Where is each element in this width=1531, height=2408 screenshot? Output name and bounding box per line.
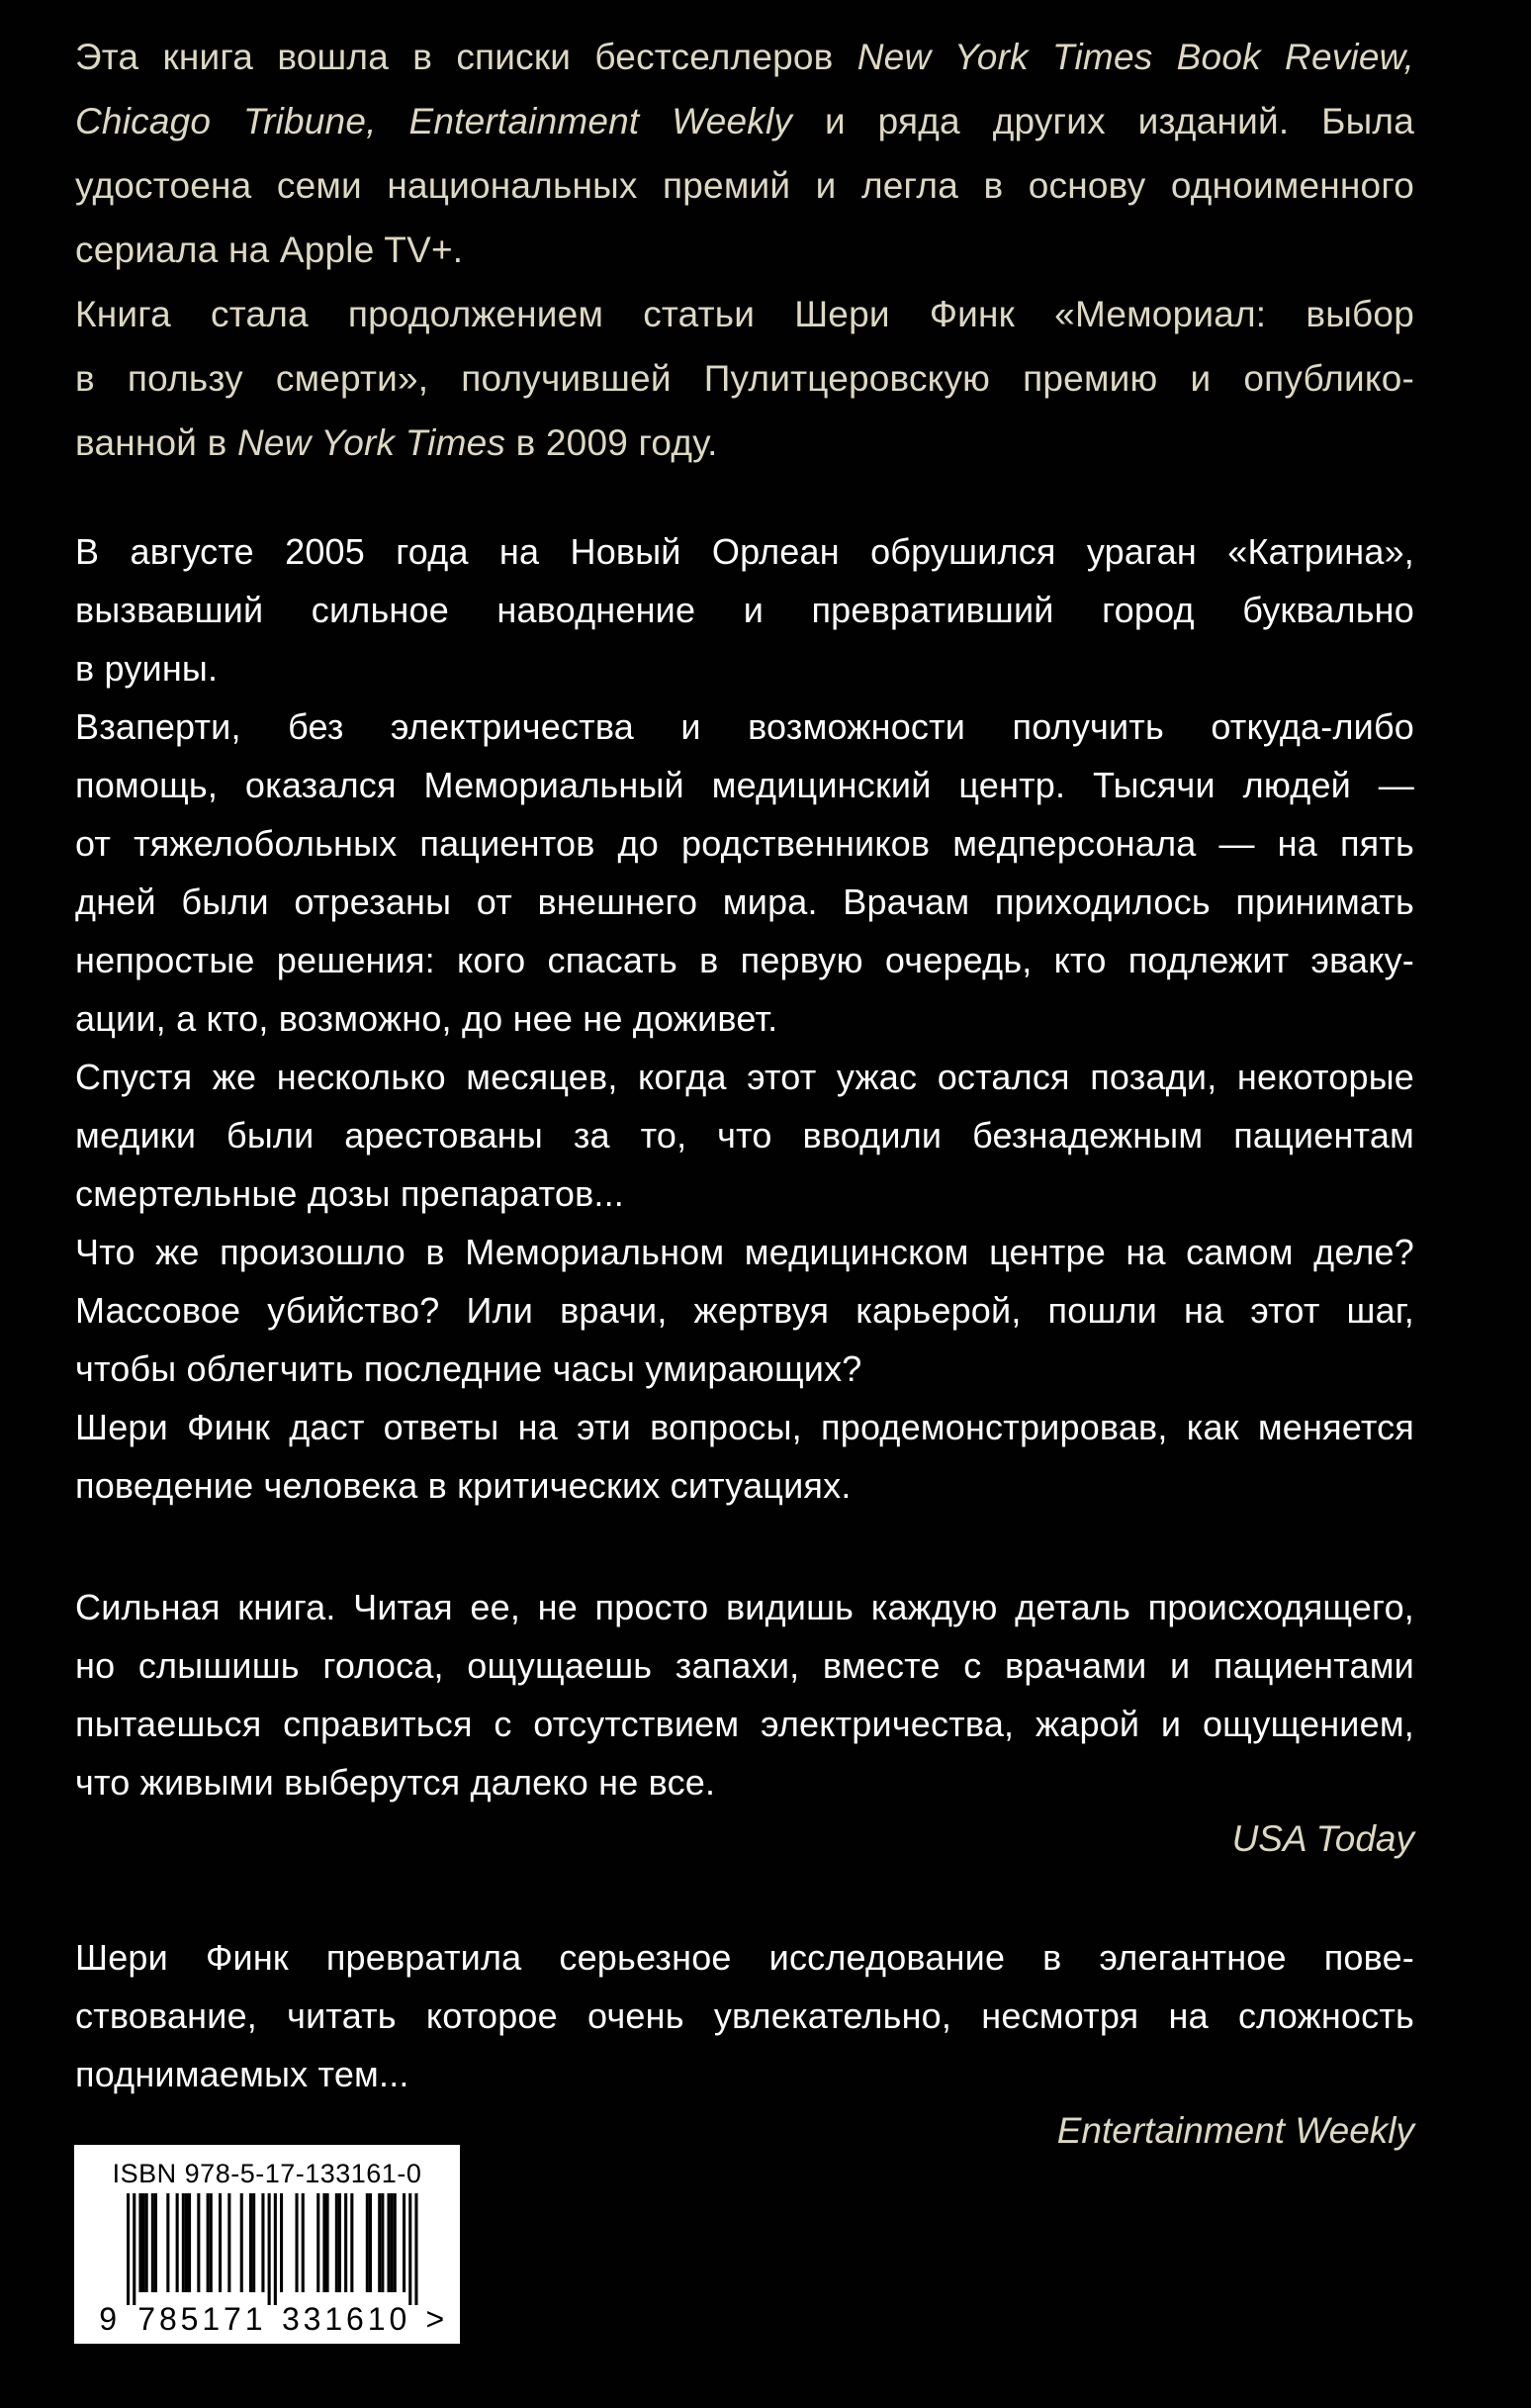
text-line: Сильная книга. Читая ее, не просто видишь каждую деталь происходящего, (75, 1587, 1414, 1627)
text-line: Что же произошло в Мемориальном медицинском центре на самом деле? (75, 1232, 1414, 1272)
svg-text:>: > (425, 2301, 445, 2337)
text-line: Chicago Tribune, Entertainment Weekly и ряда других изданий. Была (75, 101, 1415, 141)
isbn-label: ISBN 978-5-17-133161-0 (112, 2159, 422, 2188)
text-line: Взаперти, без электричества и возможности получить откуда-либо (75, 706, 1414, 747)
text-line: Эта книга вошла в списки бестселлеров New York Times Book Review, (75, 37, 1414, 77)
text-line: помощь, оказался Мемориальный медицинский центр. Тысячи людей — (75, 765, 1414, 805)
text-line: от тяжелобольных пациентов до родственников медперсонала — на пять (75, 823, 1414, 864)
text-column (75, 0, 1414, 2157)
text-line: поведение человека в критических ситуациях. (75, 1465, 852, 1506)
text-line: В августе 2005 года на Новый Орлеан обрушился ураган «Катрина», (75, 531, 1414, 572)
intro-text (75, 0, 1414, 475)
synopsis-text (75, 522, 1414, 1515)
text-line: вызвавший сильное наводнение и превративший город буквально (75, 590, 1414, 630)
text-line: дней были отрезаны от внешнего мира. Врачам приходилось принимать (75, 881, 1414, 922)
text-line: смертельные дозы препаратов... (75, 1173, 624, 1214)
svg-text:3: 3 (303, 2301, 321, 2337)
text-line: ствование, читать которое очень увлекательно, несмотря на сложность (75, 1995, 1414, 2036)
barcode (74, 2145, 460, 2344)
review-quote-entertainment-weekly (75, 1928, 1414, 2103)
svg-text:5: 5 (180, 2301, 199, 2337)
svg-text:3: 3 (281, 2301, 300, 2337)
text-line: сериала на Apple TV+. (75, 230, 464, 270)
text-line: Книга стала продолжением статьи Шери Финк «Мемориал: выбор (75, 294, 1414, 334)
svg-text:8: 8 (158, 2301, 177, 2337)
text-line: в пользу смерти», получившей Пулитцеровскую премию и опублико- (75, 358, 1414, 399)
text-line: пытаешься справиться с отсутствием электричества, жарой и ощущением, (75, 1704, 1414, 1744)
svg-text:7: 7 (137, 2301, 156, 2337)
text-line: поднимаемых тем... (75, 2054, 409, 2094)
text-line: медики были арестованы за то, что вводили безнадежным пациентам (75, 1115, 1414, 1156)
text-line: непростые решения: кого спасать в первую очередь, кто подлежит эваку- (75, 940, 1414, 980)
text-line: Шери Финк даст ответы на эти вопросы, продемонстрировав, как меняется (75, 1407, 1414, 1447)
svg-text:1: 1 (367, 2301, 386, 2337)
svg-text:7: 7 (224, 2301, 241, 2337)
text-line: что живыми выберутся далеко не все. (75, 1762, 716, 1803)
text-line: ации, а кто, возможно, до нее не доживет. (75, 998, 778, 1039)
svg-text:1: 1 (324, 2301, 343, 2337)
text-line: Массовое убийство? Или врачи, жертвуя карьерой, пошли на этот шаг, (75, 1290, 1414, 1331)
review-source-entertainment-weekly: Entertainment Weekly (1056, 2110, 1414, 2151)
text-line: но слышишь голоса, ощущаешь запахи, вместе с врачами и пациентами (75, 1645, 1414, 1686)
svg-text:1: 1 (244, 2301, 263, 2337)
svg-text:1: 1 (202, 2301, 221, 2337)
review-quote-usa-today (75, 1578, 1414, 1811)
text-line: в руины. (75, 648, 219, 689)
review-source-usa-today: USA Today (1231, 1818, 1414, 1859)
text-line: Шери Финк превратила серьезное исследование в элегантное пове- (75, 1937, 1414, 1978)
svg-text:9: 9 (99, 2301, 117, 2337)
barcode-svg (74, 2193, 460, 2342)
text-line: чтобы облегчить последние часы умирающих? (75, 1348, 862, 1389)
text-line: удостоена семи национальных премий и легла в основу одноименного (75, 165, 1414, 206)
svg-text:0: 0 (389, 2301, 407, 2337)
text-line: Спустя же несколько месяцев, когда этот ужас остался позади, некоторые (75, 1057, 1414, 1097)
svg-text:6: 6 (346, 2301, 364, 2337)
text-line: ванной в New York Times в 2009 году. (75, 422, 718, 463)
